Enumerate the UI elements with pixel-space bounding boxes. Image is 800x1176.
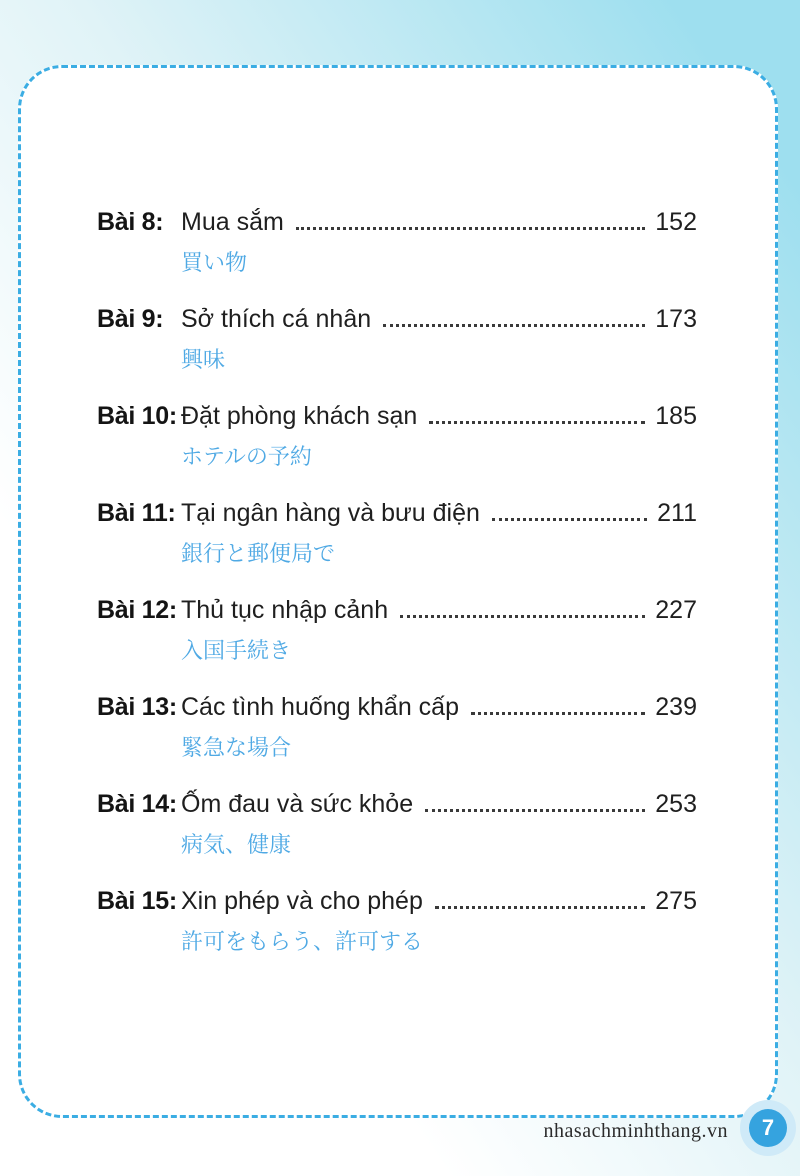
lesson-title-japanese: 銀行と郵便局で — [181, 542, 336, 567]
toc-entry-row — [97, 594, 697, 626]
toc-entry — [97, 788, 697, 862]
dots-leader — [383, 324, 645, 327]
toc-entry-row — [97, 788, 697, 820]
dots-leader — [429, 421, 645, 424]
page-number: 239 — [655, 693, 697, 721]
lesson-title: Ốm đau và sức khỏe — [181, 790, 414, 818]
toc-entry — [97, 594, 697, 668]
toc-entry — [97, 400, 697, 474]
toc-entry-row — [97, 303, 697, 335]
lesson-label: Bài 9: — [97, 305, 164, 333]
lesson-title-japanese: ホテルの予約 — [181, 445, 312, 470]
lesson-title-japanese: 病気、健康 — [181, 833, 292, 858]
lesson-label: Bài 15: — [97, 887, 177, 915]
lesson-title: Xin phép và cho phép — [181, 887, 423, 915]
toc-entry-row — [97, 691, 697, 723]
page-number: 152 — [655, 208, 697, 236]
lesson-title-japanese: 興味 — [181, 348, 226, 373]
toc-entry-row — [97, 885, 697, 917]
page-number: 275 — [655, 887, 697, 915]
page-number-badge: 7 — [749, 1109, 787, 1147]
toc-entry-row — [97, 206, 697, 238]
dots-leader — [435, 906, 645, 909]
dots-leader — [492, 518, 647, 521]
toc-entry — [97, 885, 697, 959]
lesson-title: Thủ tục nhập cảnh — [181, 596, 389, 624]
lesson-title: Đặt phòng khách sạn — [181, 402, 418, 430]
lesson-title-japanese: 緊急な場合 — [181, 736, 292, 761]
content-panel — [18, 65, 778, 1118]
lesson-label: Bài 12: — [97, 596, 177, 624]
lesson-label: Bài 8: — [97, 208, 164, 236]
dots-leader — [400, 615, 645, 618]
lesson-title-japanese: 買い物 — [181, 251, 248, 276]
lesson-label: Bài 13: — [97, 693, 177, 721]
page-number: 253 — [655, 790, 697, 818]
page-number: 227 — [655, 596, 697, 624]
lesson-label: Bài 11: — [97, 499, 176, 527]
website-footer: nhasachminhthang.vn — [543, 1120, 728, 1142]
dots-leader — [296, 227, 645, 230]
lesson-label: Bài 10: — [97, 402, 177, 430]
toc-entry — [97, 691, 697, 765]
dots-leader — [471, 712, 645, 715]
lesson-title-japanese: 許可をもらう、許可する — [181, 930, 424, 955]
lesson-title: Mua sắm — [181, 208, 284, 236]
lesson-title-japanese: 入国手続き — [181, 639, 292, 664]
dots-leader — [425, 809, 645, 812]
page-number: 173 — [655, 305, 697, 333]
lesson-title: Sở thích cá nhân — [181, 305, 372, 333]
toc-entry — [97, 206, 697, 280]
toc-entry — [97, 497, 697, 571]
page-number: 185 — [655, 402, 697, 430]
toc-entry-row — [97, 400, 697, 432]
toc-entry-row — [97, 497, 697, 529]
lesson-title: Tại ngân hàng và bưu điện — [181, 499, 480, 527]
table-of-contents — [97, 206, 697, 982]
lesson-label: Bài 14: — [97, 790, 177, 818]
lesson-title: Các tình huống khẩn cấp — [181, 693, 459, 721]
page-number: 211 — [657, 499, 697, 527]
toc-entry — [97, 303, 697, 377]
